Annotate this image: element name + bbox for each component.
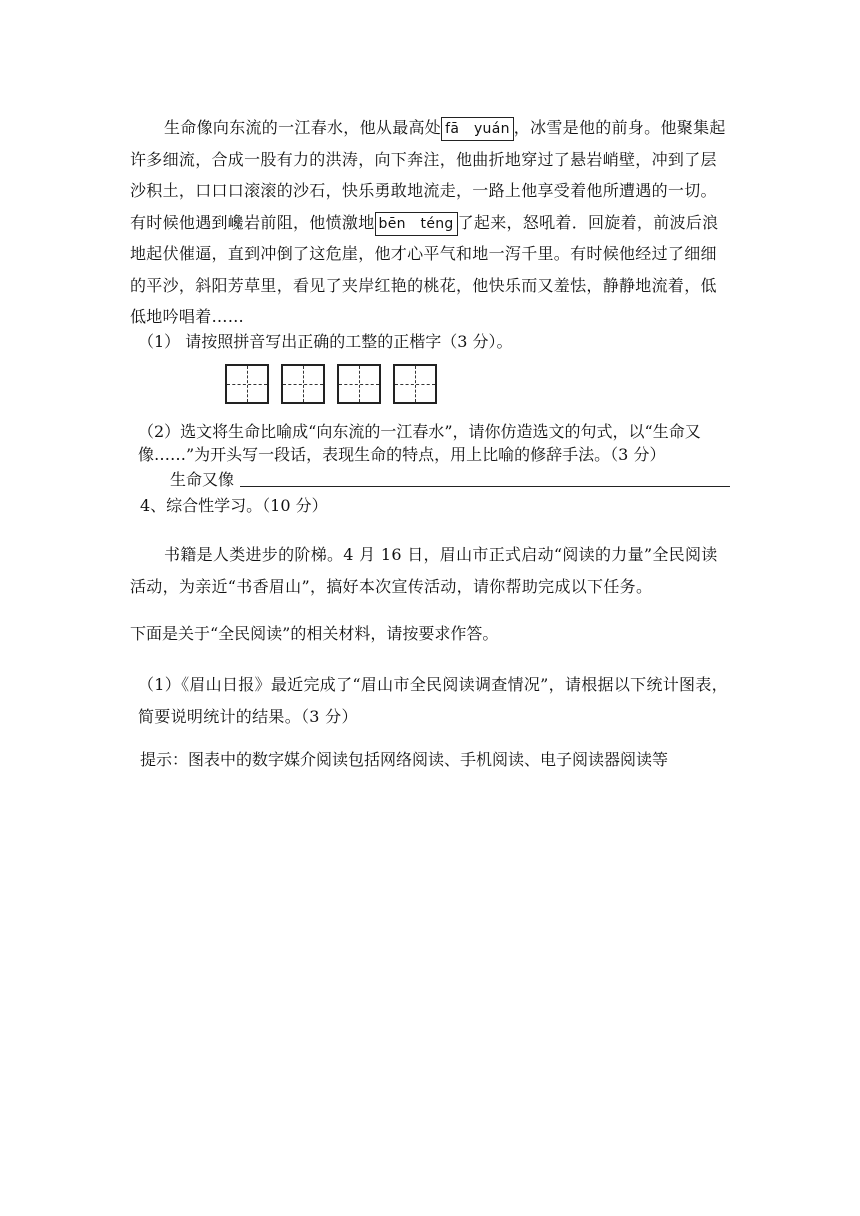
- passage-paragraph: [130, 112, 730, 333]
- writing-grid: [225, 364, 437, 404]
- question-2-line-2: 像……”为开头写一段话，表现生命的特点，用上比喻的修辞手法。（3 分）: [138, 445, 666, 464]
- section-4-heading: 4、综合性学习。（10 分）: [140, 496, 328, 515]
- writing-box[interactable]: [393, 364, 437, 404]
- materials-text: 下面是关于“全民阅读”的相关材料，请按要求作答。: [130, 624, 499, 643]
- writing-box[interactable]: [337, 364, 381, 404]
- writing-box[interactable]: [225, 364, 269, 404]
- intro-paragraph: 书籍是人类进步的阶梯。4 月 16 日，眉山市正式启动“阅读的力量”全民阅读活动，为亲近“书香眉山”，搞好本次宣传活动，请你帮助完成以下任务。: [130, 545, 718, 596]
- question-2-line-1: （2）选文将生命比喻成“向东流的一江春水”，请你仿造选文的句式，以“生命又: [138, 422, 701, 441]
- pinyin-box-2: bēn téng: [375, 212, 458, 236]
- passage-segment-1: 生命像向东流的一江春水，他从最高处: [164, 118, 442, 137]
- question-1-text: （1） 请按照拼音写出正确的工整的正楷字（3 分）。: [138, 332, 513, 351]
- answer-prefix: 生命又像: [170, 470, 235, 489]
- pinyin-box-1: fā yuán: [441, 117, 514, 141]
- answer-underline[interactable]: [240, 486, 730, 487]
- writing-box[interactable]: [281, 364, 325, 404]
- question-4-1-text: （1）《眉山日报》最近完成了“眉山市全民阅读调查情况”，请根据以下统计图表，简要说明统计的结果。（3 分）: [138, 675, 728, 726]
- hint-text: 提示：图表中的数字媒介阅读包括网络阅读、手机阅读、电子阅读器阅读等: [140, 750, 669, 769]
- passage-segment-2: ，冰雪是他的前身。他聚集起许多细流，合成一股有力的洪涛，向下奔注，他曲折地穿过了悬岩峭壁，冲到了层沙积土，口口口滚滚的沙石，快乐勇敢地流走，一路上他享受着他所遭遇的一切。有时候他遇到巉岩前阻，他愤激地: [130, 118, 726, 232]
- passage-segment-3: 了起来，怒吼着．回旋着，前波后浪地起伏催逼，直到冲倒了这危崖，他才心平气和地一泻千里。有时候他经过了细细的平沙，斜阳芳草里，看见了夹岸红艳的桃花，他快乐而又羞怯，静静地流着，低低地吟唱着……: [130, 212, 719, 326]
